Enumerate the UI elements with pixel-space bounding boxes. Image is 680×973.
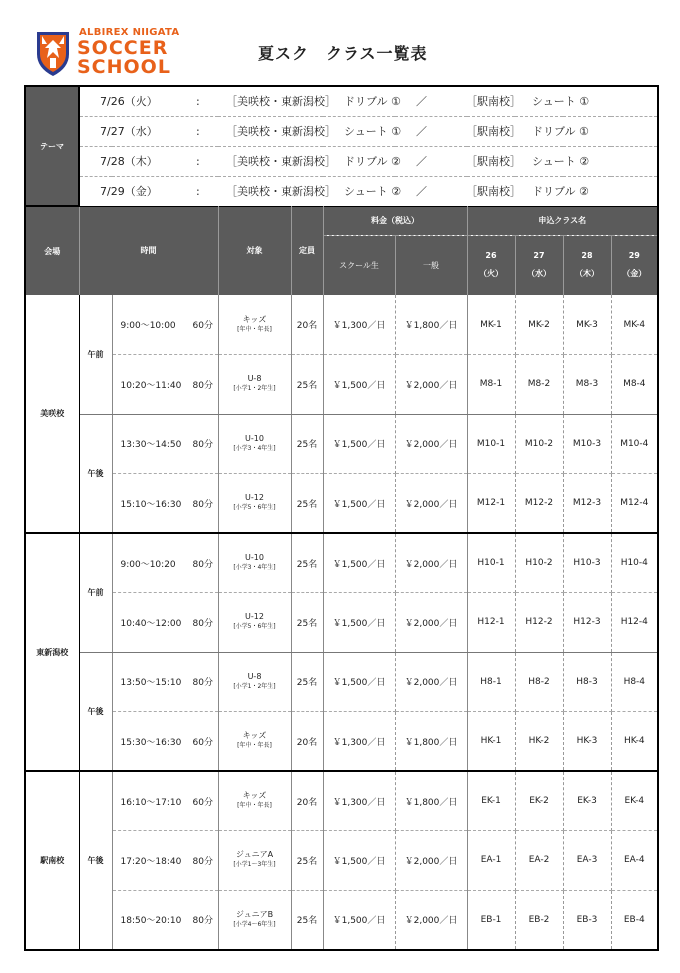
- time-range: 10:40〜12:00: [120, 618, 182, 629]
- fee-general-cell: ￥1,800／日: [395, 295, 467, 355]
- fee-school-cell: ￥1,500／日: [323, 593, 395, 653]
- fee-general-cell: ￥2,000／日: [395, 890, 467, 950]
- class-code-cell: M10-1: [467, 414, 515, 474]
- table-row: [25, 355, 658, 415]
- period-cell: 午後: [79, 771, 112, 950]
- class-code-cell: EB-1: [467, 890, 515, 950]
- target-cell: [218, 890, 291, 950]
- theme-colon: :: [196, 95, 200, 109]
- capacity-cell: 25名: [291, 533, 323, 593]
- theme-colon: :: [196, 125, 200, 138]
- time-range: 9:00〜10:00: [120, 321, 176, 331]
- class-code-cell: MK-3: [563, 295, 611, 355]
- capacity-cell: 20名: [291, 712, 323, 772]
- fee-school-cell: ￥1,500／日: [323, 533, 395, 593]
- theme-skill-2: シュート ②: [532, 155, 590, 168]
- class-code-cell: EK-3: [563, 771, 611, 831]
- fee-school-cell: ￥1,500／日: [323, 414, 395, 474]
- duration: 80分: [192, 440, 213, 451]
- target-grade: [小学3・4年生]: [233, 444, 276, 452]
- time-range: 13:30〜14:50: [120, 440, 182, 451]
- fee-general-cell: ￥2,000／日: [395, 474, 467, 534]
- target-cell: [218, 414, 291, 474]
- class-code-cell: HK-1: [467, 712, 515, 772]
- table-row: [25, 652, 658, 712]
- venue-cell: 東新潟校: [25, 533, 79, 771]
- table-row: [25, 831, 658, 891]
- target-cell: [218, 474, 291, 534]
- time-cell: [112, 771, 218, 831]
- logo-word-school: SCHOOL: [77, 56, 171, 78]
- theme-slash: ／: [416, 95, 427, 109]
- class-code-cell: EB-2: [515, 890, 563, 950]
- theme-date: 7/28（木）: [100, 155, 158, 168]
- table-row: [25, 593, 658, 653]
- target-grade: [小学1・2年生]: [233, 682, 276, 690]
- header-fee-general: 一般: [395, 235, 467, 295]
- venue-cell: 駅南校: [25, 771, 79, 950]
- time-cell: [112, 831, 218, 891]
- time-range: 16:10〜17:10: [120, 797, 182, 808]
- capacity-cell: 25名: [291, 652, 323, 712]
- class-code-cell: M12-4: [611, 474, 658, 534]
- class-code-cell: M10-4: [611, 414, 658, 474]
- class-code-cell: EK-2: [515, 771, 563, 831]
- fee-school-cell: ￥1,500／日: [323, 831, 395, 891]
- target-grade: [小学4〜6年生]: [233, 920, 276, 928]
- class-code-cell: H12-2: [515, 593, 563, 653]
- header-fee-school: スクール生: [323, 235, 395, 295]
- time-range: 17:20〜18:40: [120, 856, 182, 867]
- target-grade: [年中・年長]: [237, 325, 272, 333]
- target-cell: [218, 712, 291, 772]
- fee-general-cell: ￥2,000／日: [395, 593, 467, 653]
- capacity-cell: 25名: [291, 593, 323, 653]
- target-name: キッズ: [242, 791, 267, 800]
- duration: 80分: [192, 499, 213, 510]
- header-day-28: [563, 235, 611, 295]
- fee-general-cell: ￥2,000／日: [395, 652, 467, 712]
- fee-general-cell: ￥2,000／日: [395, 414, 467, 474]
- header-time: 時間: [79, 206, 218, 295]
- class-code-cell: M10-2: [515, 414, 563, 474]
- period-cell: 午後: [79, 414, 112, 533]
- target-cell: [218, 533, 291, 593]
- target-grade: [小学3・4年生]: [233, 564, 276, 571]
- class-code-cell: H8-4: [611, 652, 658, 712]
- theme-label: テーマ: [25, 86, 79, 206]
- capacity-cell: 20名: [291, 295, 323, 355]
- time-cell: [112, 474, 218, 534]
- theme-row-1: [79, 86, 658, 116]
- target-name: キッズ: [242, 731, 267, 740]
- fee-school-cell: ￥1,500／日: [323, 652, 395, 712]
- capacity-cell: 25名: [291, 890, 323, 950]
- fee-school-cell: ￥1,300／日: [323, 295, 395, 355]
- target-grade: [小学5・6年生]: [233, 504, 276, 511]
- class-code-cell: M8-2: [515, 355, 563, 415]
- target-grade: [小学1・2年生]: [233, 385, 276, 393]
- capacity-cell: 25名: [291, 355, 323, 415]
- page-title: 夏スク クラス一覧表: [258, 44, 428, 63]
- table-row: [25, 533, 658, 593]
- class-code-cell: H10-2: [515, 533, 563, 593]
- logo-word-soccer: SOCCER: [77, 37, 169, 59]
- day-num: 26: [485, 251, 497, 261]
- capacity-cell: 25名: [291, 474, 323, 534]
- time-cell: [112, 712, 218, 772]
- target-grade: [小学5・6年生]: [233, 623, 276, 631]
- period-cell: 午前: [79, 295, 112, 414]
- class-code-cell: EK-4: [611, 771, 658, 831]
- time-cell: [112, 890, 218, 950]
- theme-row-2: [79, 116, 658, 146]
- class-code-cell: M10-3: [563, 414, 611, 474]
- fee-general-cell: ￥2,000／日: [395, 831, 467, 891]
- brand-logo: [33, 27, 180, 78]
- class-code-cell: HK-2: [515, 712, 563, 772]
- target-name: U-8: [247, 374, 262, 384]
- header-day-27: [515, 235, 563, 295]
- class-code-cell: H12-4: [611, 593, 658, 653]
- class-code-cell: MK-1: [467, 295, 515, 355]
- class-code-cell: M8-4: [611, 355, 658, 415]
- fee-general-cell: ￥2,000／日: [395, 355, 467, 415]
- table-row: [25, 414, 658, 474]
- theme-campus-1: ［美咲校・東新潟校］: [226, 185, 336, 198]
- fee-school-cell: ￥1,500／日: [323, 355, 395, 415]
- period-cell: 午前: [79, 533, 112, 652]
- header-venue: 会場: [25, 206, 79, 295]
- duration: 80分: [192, 856, 213, 867]
- class-code-cell: EA-1: [467, 831, 515, 891]
- club-crest-icon: [33, 28, 73, 78]
- theme-campus-2: ［駅南校］: [466, 155, 521, 168]
- time-cell: [112, 295, 218, 355]
- day-num: 27: [533, 251, 545, 261]
- table-row: [25, 771, 658, 831]
- day-num: 28: [581, 251, 593, 261]
- target-name: ジュニアB: [235, 909, 274, 919]
- table-row: [25, 712, 658, 772]
- class-code-cell: HK-3: [563, 712, 611, 772]
- fee-general-cell: ￥1,800／日: [395, 712, 467, 772]
- header-day-29: [611, 235, 658, 295]
- fee-school-cell: ￥1,500／日: [323, 890, 395, 950]
- table-row: [25, 295, 658, 355]
- target-name: U-12: [245, 612, 264, 622]
- class-code-cell: H10-1: [467, 533, 515, 593]
- time-range: 10:20〜11:40: [120, 380, 182, 391]
- target-grade: [小学1〜3年生]: [233, 861, 276, 869]
- class-code-cell: HK-4: [611, 712, 658, 772]
- time-range: 13:50〜15:10: [120, 678, 182, 689]
- class-code-cell: MK-4: [611, 295, 658, 355]
- theme-date: 7/26（火）: [100, 95, 158, 109]
- time-range: 15:10〜16:30: [120, 499, 182, 510]
- duration: 80分: [192, 618, 213, 629]
- theme-campus-2: ［駅南校］: [466, 125, 521, 138]
- capacity-cell: 25名: [291, 414, 323, 474]
- class-code-cell: H10-4: [611, 533, 658, 593]
- class-code-cell: H12-3: [563, 593, 611, 653]
- header-day-26: [467, 235, 515, 295]
- header-capacity: 定員: [291, 206, 323, 295]
- class-table: [24, 85, 659, 951]
- table-row: [25, 890, 658, 950]
- class-code-cell: M12-2: [515, 474, 563, 534]
- theme-colon: :: [196, 185, 200, 198]
- theme-skill-1: ドリブル ②: [344, 155, 401, 168]
- time-range: 18:50〜20:10: [120, 916, 182, 926]
- theme-row-4: [79, 176, 658, 206]
- capacity-cell: 20名: [291, 771, 323, 831]
- theme-skill-2: ドリブル ②: [532, 185, 589, 198]
- day-weekday: （木）: [575, 269, 599, 279]
- duration: 80分: [192, 380, 213, 391]
- theme-campus-1: ［美咲校・東新潟校］: [226, 125, 336, 138]
- theme-skill-1: シュート ①: [344, 125, 402, 138]
- duration: 80分: [192, 559, 213, 570]
- class-code-cell: MK-2: [515, 295, 563, 355]
- class-code-cell: M12-3: [563, 474, 611, 534]
- theme-row-3: [79, 146, 658, 176]
- time-cell: [112, 652, 218, 712]
- target-cell: [218, 652, 291, 712]
- target-grade: [年中・年長]: [237, 742, 272, 749]
- class-code-cell: M8-1: [467, 355, 515, 415]
- target-name: U-10: [245, 553, 264, 562]
- theme-slash: ／: [416, 155, 427, 168]
- target-name: ジュニアA: [235, 850, 274, 860]
- header-fee: 料金（税込）: [323, 206, 467, 235]
- capacity-cell: 25名: [291, 831, 323, 891]
- target-name: U-10: [245, 433, 264, 443]
- time-cell: [112, 593, 218, 653]
- target-grade: [年中・年長]: [237, 802, 272, 809]
- theme-campus-2: ［駅南校］: [466, 185, 521, 198]
- class-code-cell: EB-4: [611, 890, 658, 950]
- fee-school-cell: ￥1,500／日: [323, 474, 395, 534]
- target-cell: [218, 355, 291, 415]
- target-cell: [218, 831, 291, 891]
- class-code-cell: M8-3: [563, 355, 611, 415]
- fee-school-cell: ￥1,300／日: [323, 712, 395, 772]
- day-num: 29: [628, 251, 640, 261]
- header-target: 対象: [218, 206, 291, 295]
- theme-slash: ／: [416, 185, 427, 198]
- fee-school-cell: ￥1,300／日: [323, 771, 395, 831]
- day-weekday: （水）: [527, 269, 551, 279]
- target-cell: [218, 295, 291, 355]
- class-code-cell: EK-1: [467, 771, 515, 831]
- day-weekday: （火）: [479, 269, 503, 279]
- logo-top-text: ALBIREX NIIGATA: [79, 27, 180, 38]
- target-cell: [218, 593, 291, 653]
- theme-campus-1: ［美咲校・東新潟校］: [226, 95, 336, 109]
- time-range: 9:00〜10:20: [120, 559, 176, 570]
- theme-skill-2: シュート ①: [532, 95, 590, 109]
- theme-colon: :: [196, 155, 200, 168]
- duration: 60分: [192, 321, 213, 331]
- class-code-cell: H8-3: [563, 652, 611, 712]
- period-cell: 午後: [79, 652, 112, 771]
- class-code-cell: EA-3: [563, 831, 611, 891]
- venue-cell: 美咲校: [25, 295, 79, 533]
- duration: 60分: [192, 797, 213, 808]
- table-row: [25, 474, 658, 534]
- time-range: 15:30〜16:30: [120, 737, 182, 748]
- time-cell: [112, 414, 218, 474]
- duration: 80分: [192, 678, 213, 689]
- header-classes: 申込クラス名: [467, 206, 658, 235]
- theme-campus-1: ［美咲校・東新潟校］: [226, 155, 336, 168]
- target-cell: [218, 771, 291, 831]
- duration: 60分: [192, 737, 213, 748]
- class-code-cell: H8-2: [515, 652, 563, 712]
- theme-date: 7/29（金）: [100, 185, 158, 198]
- day-weekday: （金）: [622, 269, 647, 279]
- theme-campus-2: ［駅南校］: [466, 95, 521, 109]
- fee-general-cell: ￥1,800／日: [395, 771, 467, 831]
- theme-date: 7/27（水）: [100, 125, 158, 138]
- class-code-cell: EA-4: [611, 831, 658, 891]
- fee-general-cell: ￥2,000／日: [395, 533, 467, 593]
- duration: 80分: [192, 916, 213, 926]
- target-name: キッズ: [242, 314, 267, 324]
- class-code-cell: EB-3: [563, 890, 611, 950]
- theme-skill-1: ドリブル ①: [344, 95, 401, 109]
- time-cell: [112, 355, 218, 415]
- theme-skill-1: シュート ②: [344, 185, 402, 198]
- class-code-cell: H12-1: [467, 593, 515, 653]
- class-code-cell: M12-1: [467, 474, 515, 534]
- theme-slash: ／: [416, 125, 427, 138]
- theme-skill-2: ドリブル ①: [532, 125, 589, 138]
- target-name: U-8: [247, 671, 262, 681]
- time-cell: [112, 533, 218, 593]
- target-name: U-12: [245, 493, 264, 502]
- class-code-cell: EA-2: [515, 831, 563, 891]
- class-code-cell: H10-3: [563, 533, 611, 593]
- class-code-cell: H8-1: [467, 652, 515, 712]
